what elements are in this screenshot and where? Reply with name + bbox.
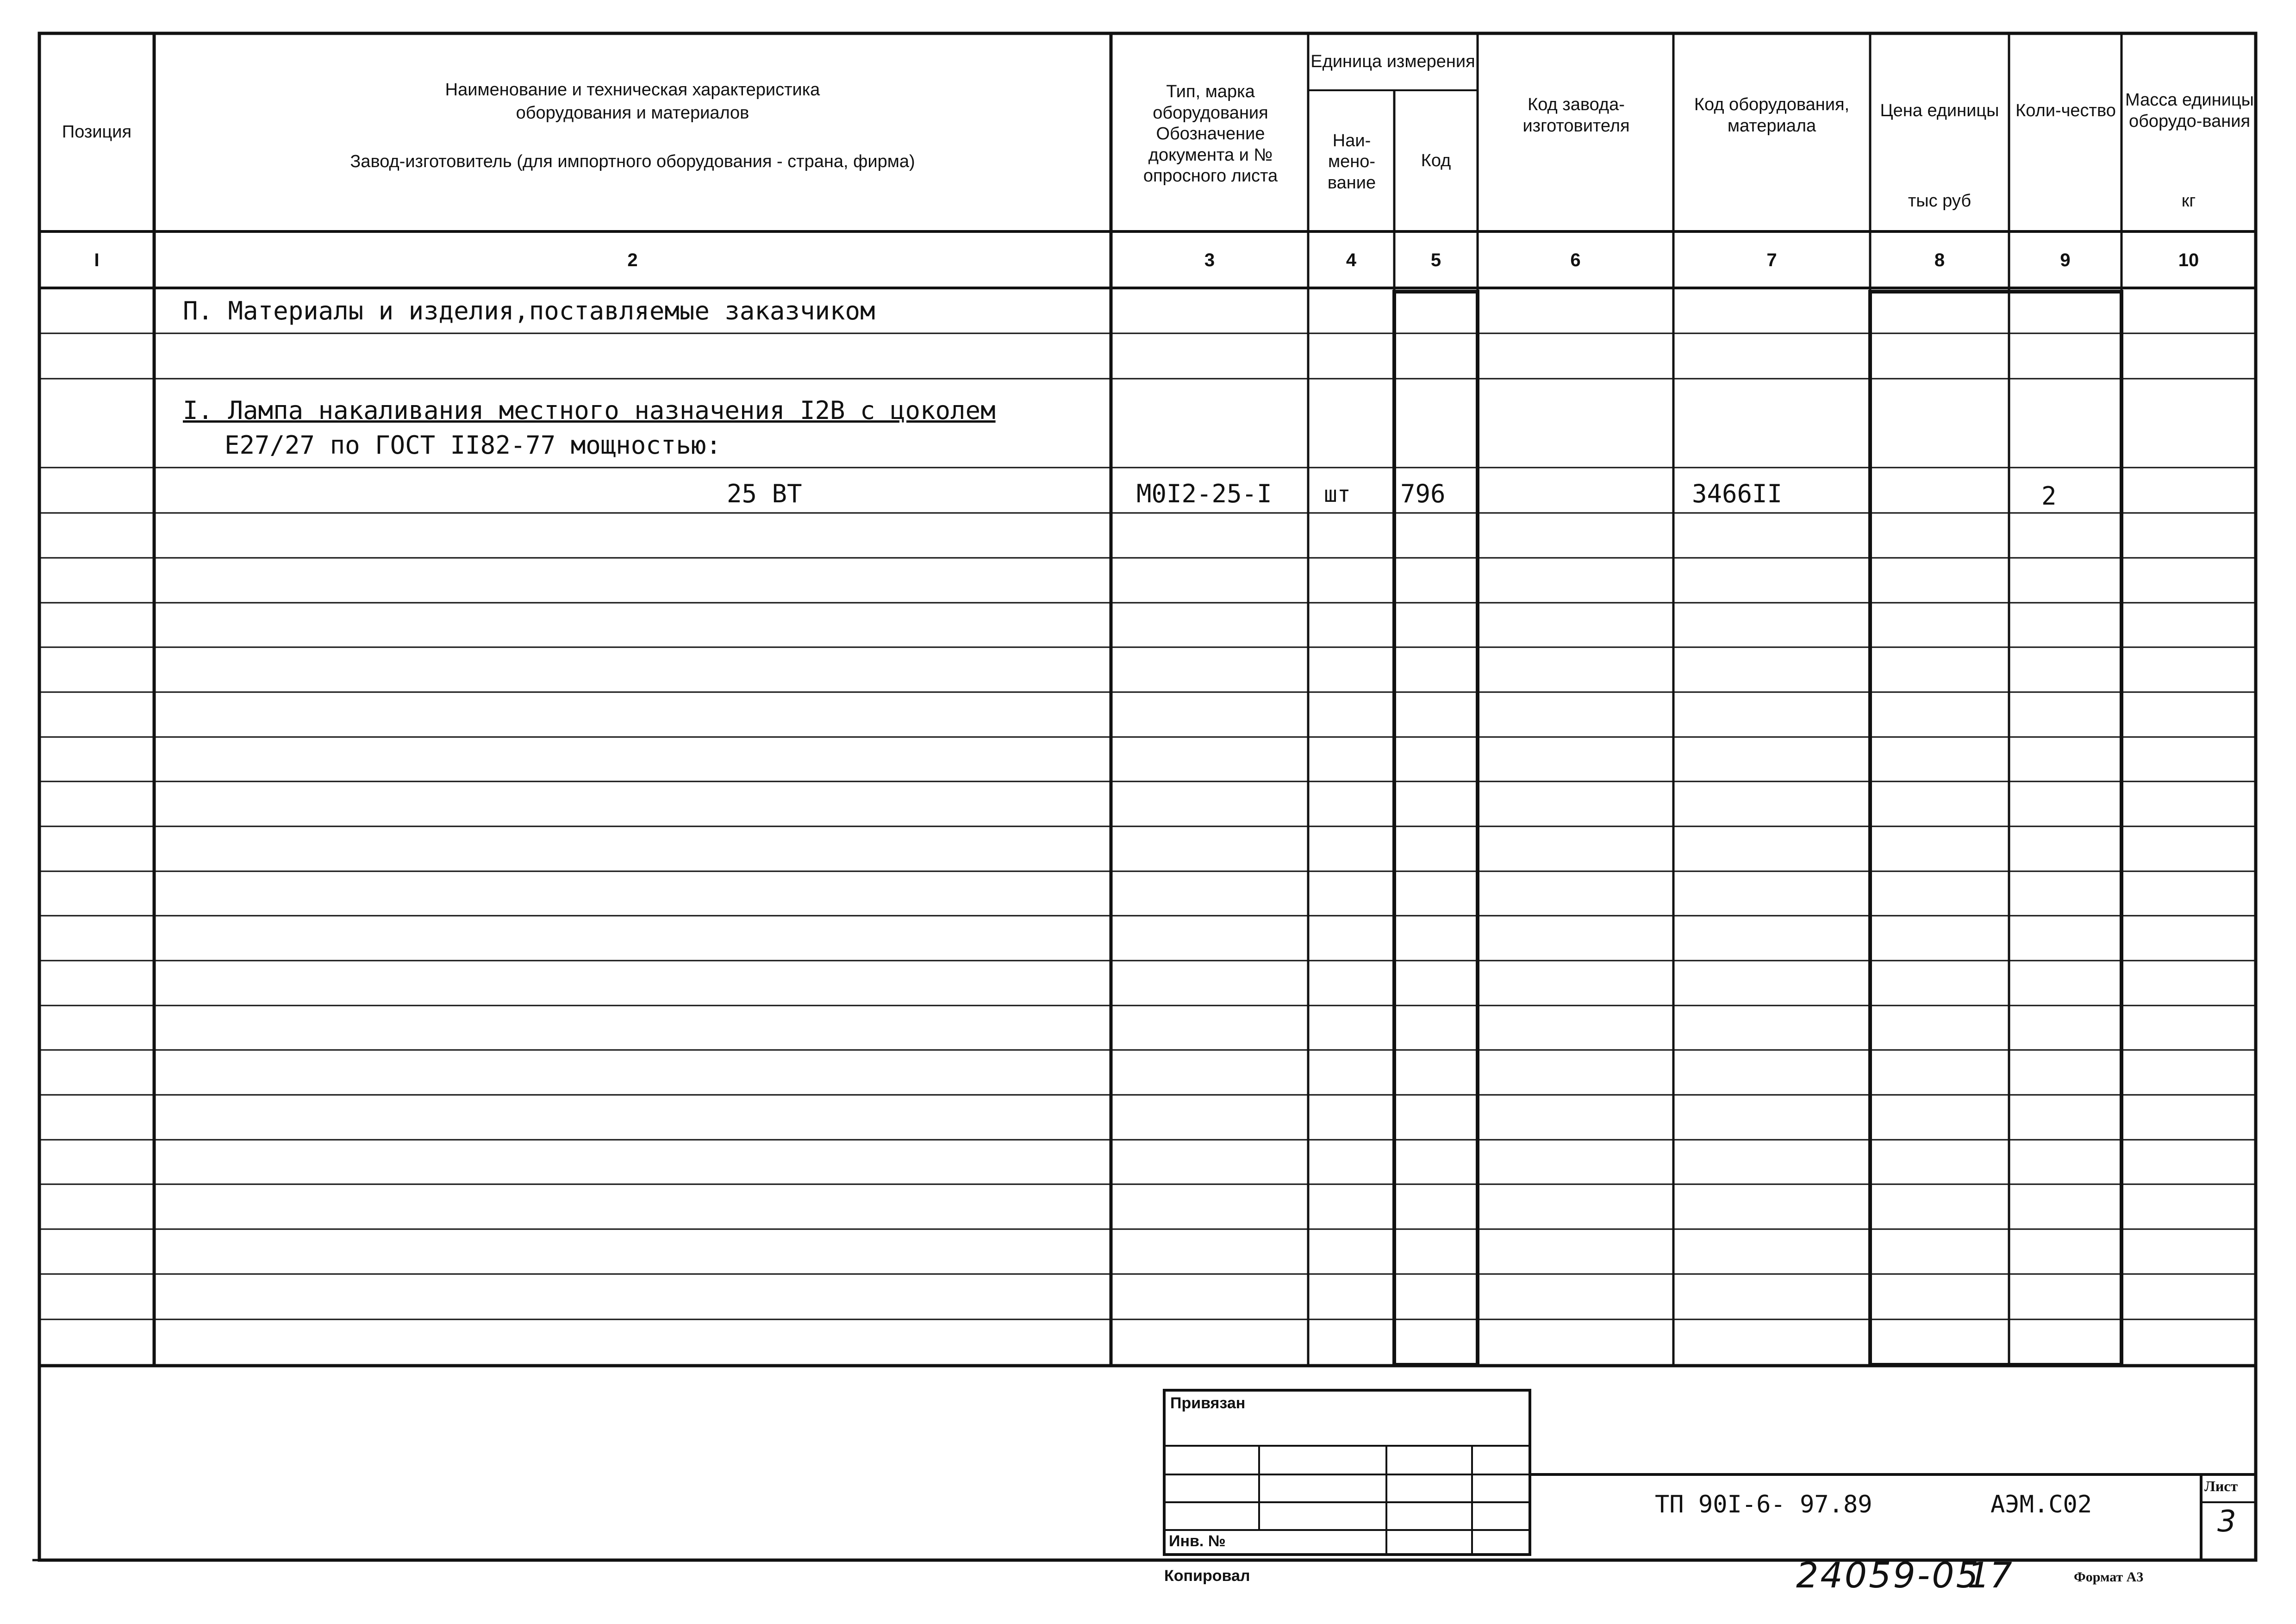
header-unit-mass: Масса единицы оборудо-вания <box>2125 90 2254 131</box>
item-power: 25 ВТ <box>727 479 802 508</box>
item-unit-code: 796 <box>1400 479 1446 508</box>
format-label: Формат А3 <box>2074 1569 2144 1585</box>
column-number: 6 <box>1570 250 1581 270</box>
header-type-mark: Тип, марка оборудования Обозначение документа и № опросного листа <box>1143 82 1278 186</box>
inventory-number-label: Инв. № <box>1169 1532 1226 1550</box>
column-number: 4 <box>1346 250 1357 270</box>
section-title: П. Материалы и изделия,поставляемые заказчиком <box>183 296 875 325</box>
copied-label: Копировал <box>1164 1567 1250 1585</box>
header-factory-code: Код завода-изготовителя <box>1522 95 1630 136</box>
header-name-line2: оборудования и материалов <box>516 103 749 123</box>
item-quantity: 2 <box>2041 481 2057 511</box>
column-number: 3 <box>1204 250 1215 270</box>
header-unit-price: Цена единицы <box>1880 101 1999 121</box>
header-name-line3: Завод-изготовитель (для импортного оборудования - страна, фирма) <box>350 152 915 172</box>
handwritten-number: 24059-05 <box>1796 1555 1980 1596</box>
document-code: ТП 90I-6- 97.89 <box>1655 1491 1872 1518</box>
document-mark: АЭМ.С02 <box>1990 1491 2092 1518</box>
privyazan-label: Привязан <box>1170 1394 1246 1412</box>
header-price-unit: тыс руб <box>1908 191 1972 211</box>
item-description-line2: Е27/27 по ГОСТ II82-77 мощностью: <box>225 431 721 460</box>
header-unit-group: Единица измерения <box>1310 52 1475 72</box>
header-quantity: Коли-чество <box>2015 101 2116 121</box>
item-unit-name: шт <box>1324 481 1351 507</box>
sheet-label: Лист <box>2204 1478 2238 1494</box>
column-number: 8 <box>1934 250 1945 270</box>
header-unit-code: Код <box>1421 150 1451 170</box>
column-number: 7 <box>1766 250 1777 270</box>
column-number: I <box>94 250 100 270</box>
header-material-code: Код оборудования, материала <box>1694 95 1850 136</box>
header-position: Позиция <box>62 122 132 142</box>
header-unit-name: Наи-мено-вание <box>1327 131 1376 193</box>
header-mass-unit: кг <box>2181 191 2196 211</box>
column-number: 10 <box>2178 250 2199 270</box>
column-number: 2 <box>627 250 638 270</box>
header-name-line1: Наименование и техническая характеристика <box>445 80 820 100</box>
item-type-mark: М0I2-25-I <box>1136 479 1272 508</box>
sheet-number: 3 <box>2217 1505 2236 1539</box>
item-description-line1: I. Лампа накаливания местного назначения I2В с цоколем <box>183 396 996 425</box>
column-number: 9 <box>2060 250 2071 270</box>
handwritten-page: 17 <box>1967 1555 2012 1596</box>
column-number: 5 <box>1430 250 1441 270</box>
item-material-code: 3466II <box>1692 479 1783 508</box>
